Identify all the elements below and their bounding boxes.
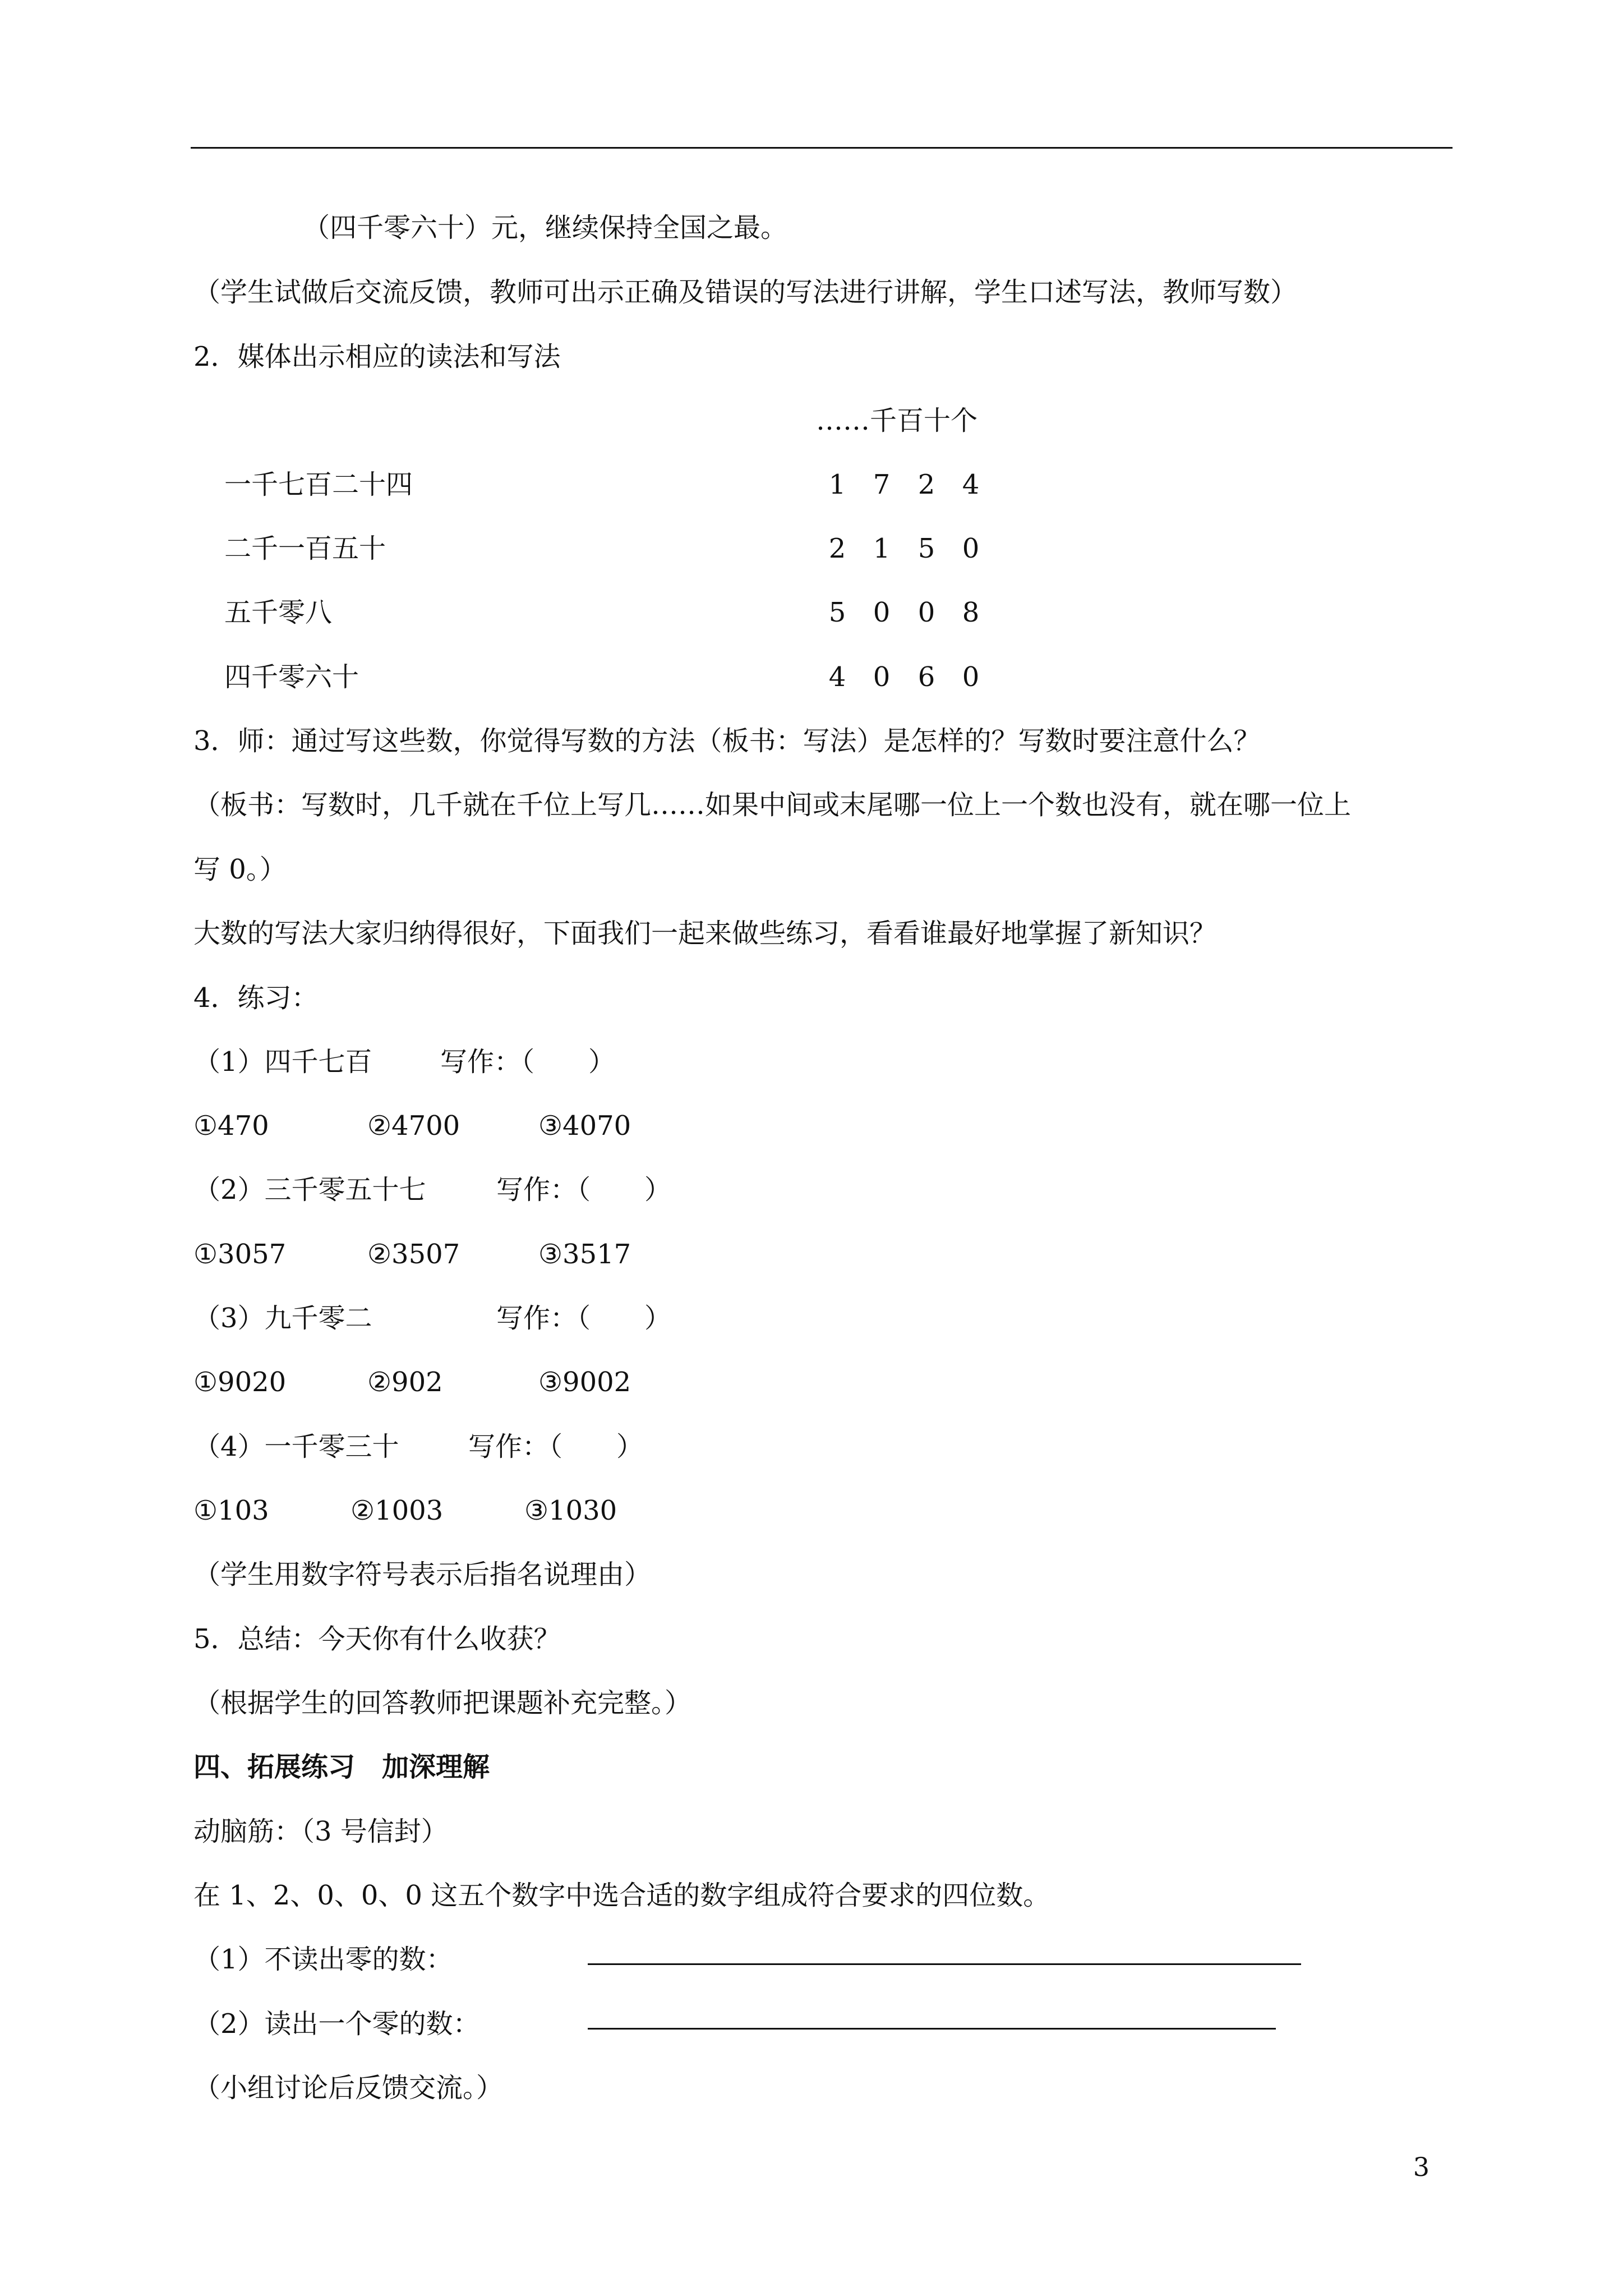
option: ②4700	[367, 1110, 460, 1142]
number-words: 一千七百二十四	[224, 469, 413, 500]
digit-thousands: 5	[828, 597, 846, 628]
digit-hundreds: 7	[873, 469, 891, 500]
option: ③3517	[538, 1239, 631, 1270]
question-1-label: （1）不读出零的数：	[193, 1944, 453, 1975]
digit-tens: 5	[917, 533, 935, 564]
text-line: （四千零六十）元，继续保持全国之最。	[303, 212, 788, 243]
digit-thousands: 2	[828, 533, 846, 564]
exercise-write-blank: 写作：（ ）	[440, 1046, 616, 1078]
option: ②902	[367, 1366, 443, 1398]
digit-ones: 8	[962, 597, 980, 628]
question-2-label: （2）读出一个零的数：	[193, 2008, 480, 2040]
text-line: 3．师：通过写这些数，你觉得写数的方法（板书：写法）是怎样的？写数时要注意什么？	[193, 725, 1261, 757]
option: ①9020	[193, 1366, 287, 1398]
option: ③4070	[538, 1110, 631, 1142]
digit-thousands: 4	[828, 661, 846, 693]
digit-tens: 0	[917, 597, 935, 628]
text-line: 2．媒体出示相应的读法和写法	[193, 341, 561, 372]
digit-ones: 4	[962, 469, 980, 500]
section-heading: 四、拓展练习 加深理解	[193, 1751, 490, 1783]
text-line: 动脑筋：（3 号信封）	[193, 1816, 448, 1847]
option: ①103	[193, 1495, 269, 1526]
text-line: （小组讨论后反馈交流。）	[193, 2072, 504, 2104]
digit-tens: 6	[917, 661, 935, 693]
place-value-header: ……千百十个	[816, 405, 978, 436]
text-line: 5．总结：今天你有什么收获？	[193, 1623, 561, 1655]
option: ①3057	[193, 1239, 287, 1270]
exercise-question: （4）一千零三十	[193, 1431, 399, 1462]
option: ①470	[193, 1110, 269, 1142]
header-rule	[191, 147, 1453, 149]
digit-tens: 2	[917, 469, 935, 500]
number-words: 二千一百五十	[224, 533, 386, 564]
exercise-write-blank: 写作：（ ）	[496, 1174, 672, 1205]
exercise-question: （1）四千七百	[193, 1046, 372, 1078]
text-line: （学生试做后交流反馈，教师可出示正确及错误的写法进行讲解，学生口述写法，教师写数）	[193, 277, 1298, 308]
text-line: （板书：写数时，几千就在千位上写几……如果中间或末尾哪一位上一个数也没有，就在哪一位上	[193, 789, 1352, 821]
digit-ones: 0	[962, 533, 980, 564]
text-line: 4．练习：	[193, 982, 319, 1014]
digit-hundreds: 1	[873, 533, 891, 564]
option: ②1003	[351, 1495, 444, 1526]
page-number: 3	[1413, 2152, 1430, 2182]
option: ③1030	[524, 1495, 617, 1526]
text-line: 写 0。）	[193, 854, 287, 885]
answer-blank-line[interactable]	[588, 2028, 1276, 2030]
text-line: （学生用数字符号表示后指名说理由）	[193, 1559, 652, 1590]
exercise-question: （3）九千零二	[193, 1303, 372, 1334]
exercise-question: （2）三千零五十七	[193, 1174, 426, 1205]
answer-blank-line[interactable]	[588, 1963, 1301, 1965]
digit-thousands: 1	[828, 469, 846, 500]
text-line: （根据学生的回答教师把课题补充完整。）	[193, 1687, 692, 1719]
digit-hundreds: 0	[873, 597, 891, 628]
digit-ones: 0	[962, 661, 980, 693]
option: ③9002	[538, 1366, 631, 1398]
number-words: 四千零六十	[224, 661, 359, 693]
number-words: 五千零八	[224, 597, 333, 628]
option: ②3507	[367, 1239, 460, 1270]
text-line: 大数的写法大家归纳得很好，下面我们一起来做些练习，看看谁最好地掌握了新知识？	[193, 918, 1217, 949]
text-line: 在 1、2、0、0、0 这五个数字中选合适的数字组成符合要求的四位数。	[193, 1880, 1050, 1911]
exercise-write-blank: 写作：（ ）	[468, 1431, 644, 1462]
digit-hundreds: 0	[873, 661, 891, 693]
exercise-write-blank: 写作：（ ）	[496, 1303, 672, 1334]
